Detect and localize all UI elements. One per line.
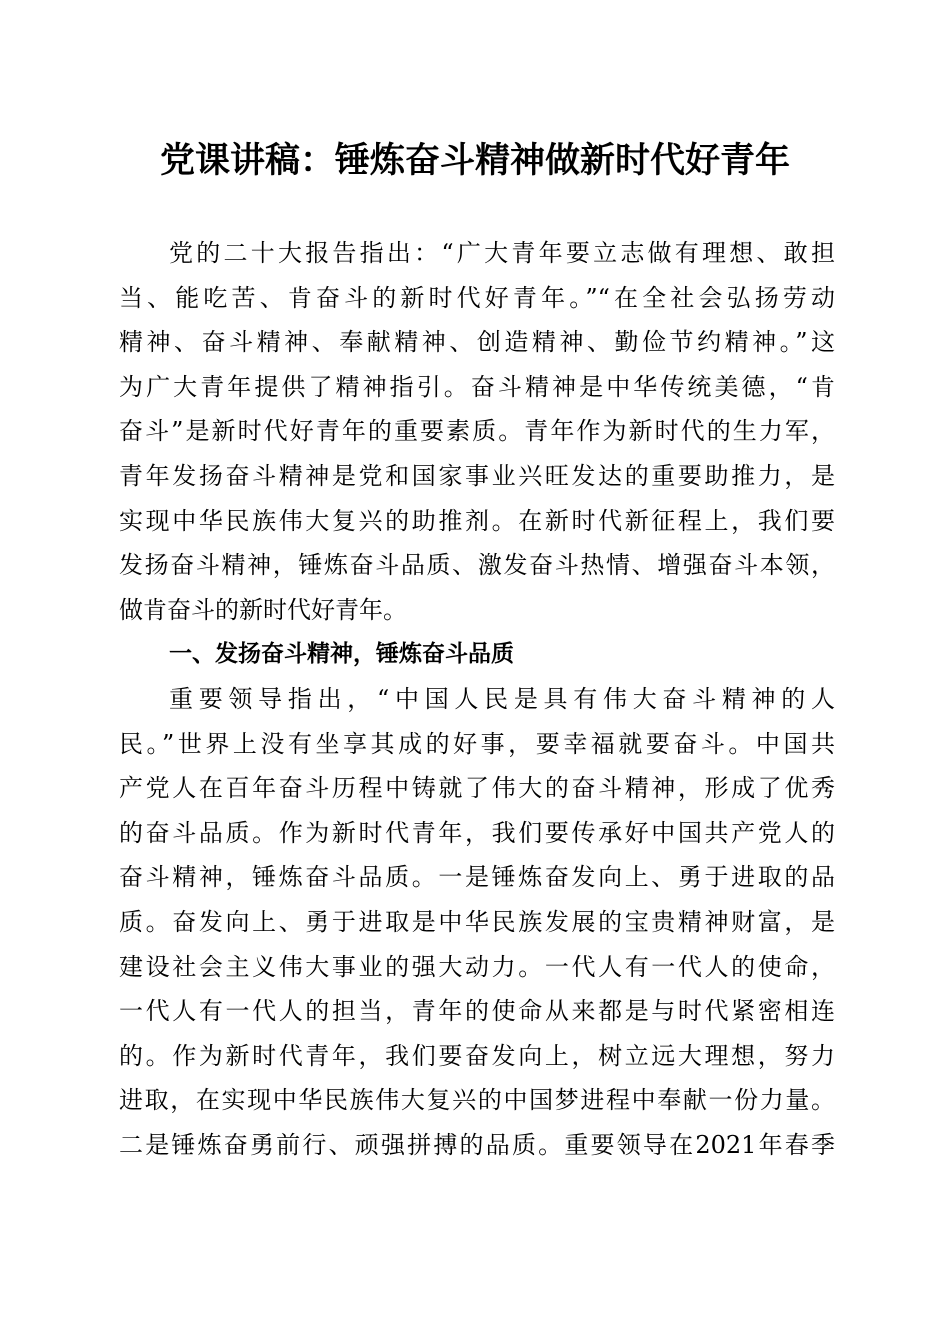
paragraph-line: 质。奋发向上、勇于进取是中华民族发展的宝贵精神财富，是 (119, 907, 835, 936)
paragraph-line: 重要领导指出，“中国人民是具有伟大奋斗精神的人 (169, 684, 835, 713)
paragraph-line: 青年发扬奋斗精神是党和国家事业兴旺发达的重要助推力，是 (119, 461, 835, 490)
paragraph-line: 的奋斗品质。作为新时代青年，我们要传承好中国共产党人的 (119, 818, 835, 847)
paragraph-line: 的。作为新时代青年，我们要奋发向上，树立远大理想，努力 (119, 1041, 835, 1070)
paragraph-line: 二是锤炼奋勇前行、顽强拼搏的品质。重要领导在2021年春季 (119, 1130, 835, 1159)
section-heading: 一、发扬奋斗精神，锤炼奋斗品质 (169, 641, 514, 668)
paragraph-line: 奋斗精神，锤炼奋斗品质。一是锤炼奋发向上、勇于进取的品 (119, 863, 835, 892)
paragraph-line: 发扬奋斗精神，锤炼奋斗品质、激发奋斗热情、增强奋斗本领， (119, 551, 835, 580)
paragraph-line: 一代人有一代人的担当，青年的使命从来都是与时代紧密相连 (119, 997, 835, 1026)
paragraph-line: 建设社会主义伟大事业的强大动力。一代人有一代人的使命， (119, 952, 835, 981)
paragraph-line: 民。”世界上没有坐享其成的好事，要幸福就要奋斗。中国共 (119, 729, 835, 758)
document-title: 党课讲稿：锤炼奋斗精神做新时代好青年 (159, 140, 790, 181)
paragraph-line: 奋斗”是新时代好青年的重要素质。青年作为新时代的生力军， (119, 417, 835, 446)
paragraph-line: 进取，在实现中华民族伟大复兴的中国梦进程中奉献一份力量。 (119, 1086, 835, 1115)
paragraph-line: 党的二十大报告指出：“广大青年要立志做有理想、敢担 (169, 239, 835, 267)
paragraph-line: 当、能吃苦、肯奋斗的新时代好青年。”“在全社会弘扬劳动 (119, 283, 835, 312)
paragraph-line: 为广大青年提供了精神指引。奋斗精神是中华传统美德，“肯 (119, 372, 835, 401)
paragraph-line: 实现中华民族伟大复兴的助推剂。在新时代新征程上，我们要 (119, 506, 835, 535)
paragraph-line: 做肯奋斗的新时代好青年。 (119, 595, 407, 624)
paragraph-line: 精神、奋斗精神、奉献精神、创造精神、勤俭节约精神。”这 (119, 328, 835, 357)
document-body (119, 236, 835, 1172)
paragraph-line: 产党人在百年奋斗历程中铸就了伟大的奋斗精神，形成了优秀 (119, 774, 835, 803)
